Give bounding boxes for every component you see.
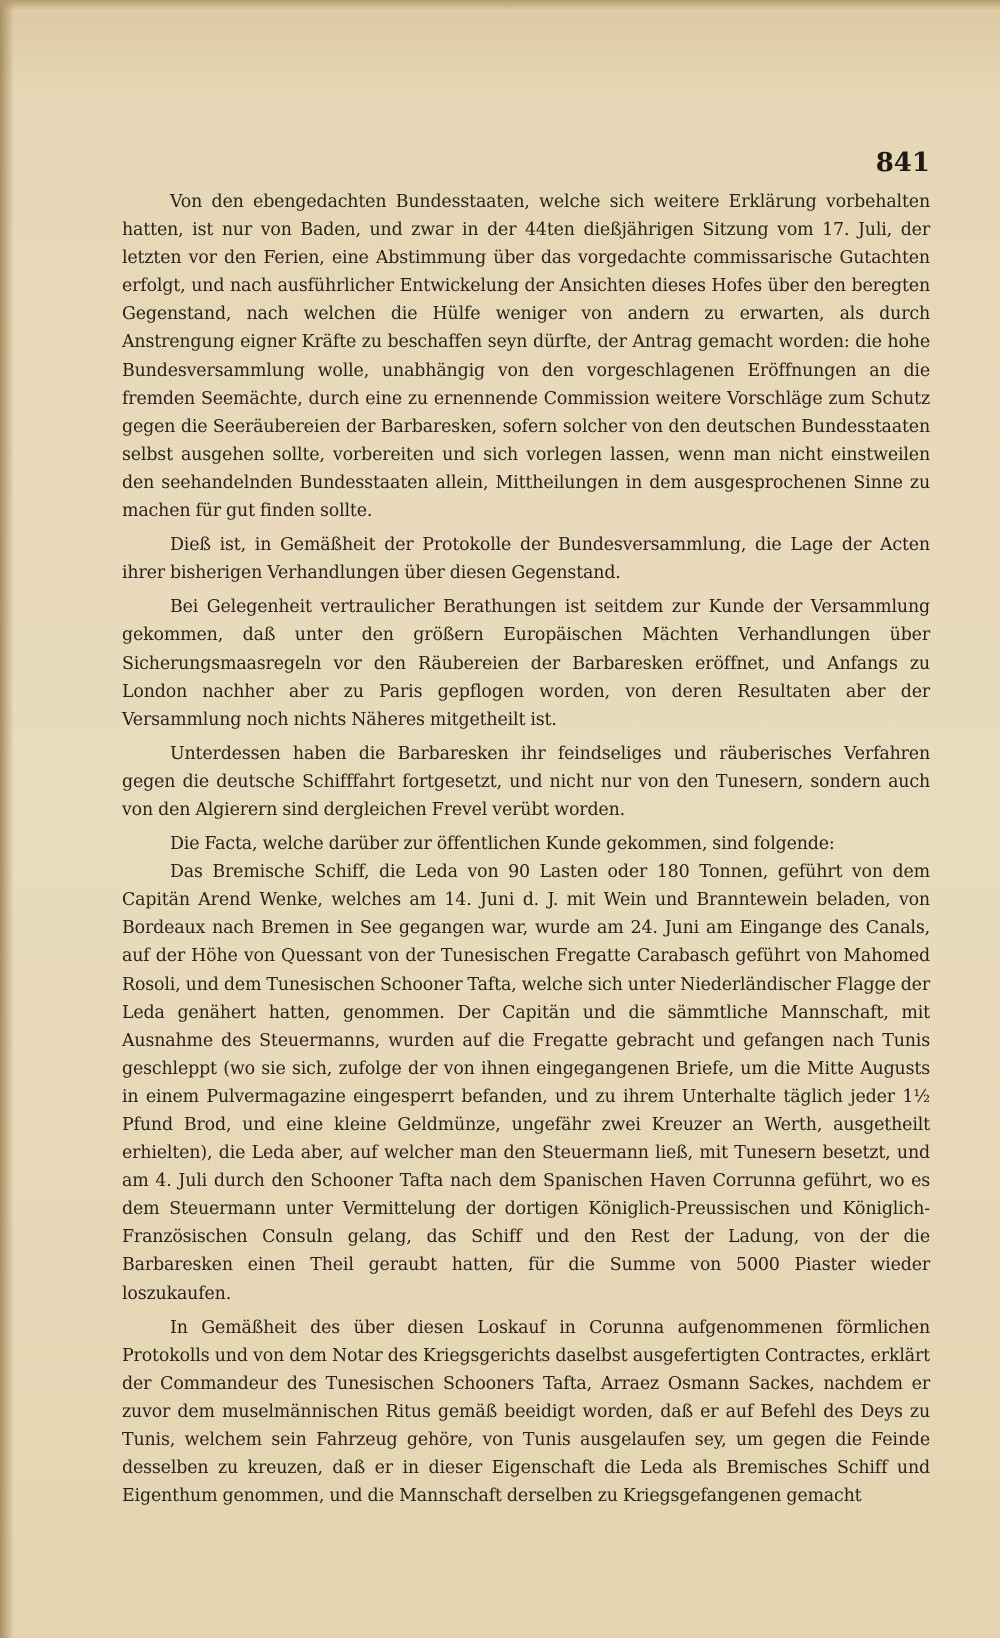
body-text <box>122 188 930 1516</box>
paragraph-3: Bei Gelegenheit vertraulicher Berathungen ist seitdem zur Kunde der Versammlung gekommen, daß unter den größern Europäischen Mächten Verhandlungen über Sicherungsmaasregeln vor den Räubereien der Barbaresken eröffnet, und Anfangs zu London nachher aber zu Paris gepflogen worden, von deren Resultaten aber der Versammlung noch nichts Näheres mitgetheilt ist. <box>122 597 930 730</box>
paragraph-6: Das Bremische Schiff, die Leda von 90 Lasten oder 180 Tonnen, geführt von dem Capitän Arend Wenke, welches am 14. Juni d. J. mit Wein und Branntewein beladen, von Bordeaux nach Bremen in See gegangen war, wurde am 24. Juni am Eingange des Canals, auf der Höhe von Quessant von der Tunesischen Fregatte Carabasch geführt von Mahomed Rosoli, und dem Tunesischen Schooner Tafta, welche sich unter Niederländischer Flagge der Leda genähert hatten, genommen. Der Capitän und die sämmtliche Mannschaft, mit Ausnahme des Steuermanns, wurden auf die Fregatte gebracht und gefangen nach Tunis geschleppt (wo sie sich, zufolge der von ihnen eingegangenen Briefe, um die Mitte Augusts in einem Pulvermagazine eingesperrt befanden, und zu ihrem Unterhalte täglich jeder 1½ Pfund Brod, und eine kleine Geldmünze, ungefähr zwei Kreuzer an Werth, ausgetheilt erhielten), die Leda aber, auf welcher man den Steuermann ließ, mit Tunesern besetzt, und am 4. Juli durch den Schooner Tafta nach dem Spanischen Haven Corrunna geführt, wo es dem Steuermann unter Vermittelung der dortigen Königlich-Preussischen und Königlich-Französischen Consuln gelang, das Schiff und den Rest der Ladung, von der die Barbaresken einen Theil geraubt hatten, für die Summe von 5000 Piaster wieder loszukaufen. <box>122 862 930 1304</box>
paragraph-1: Von den ebengedachten Bundesstaaten, welche sich weitere Erklärung vorbehalten hatten, ist nur von Baden, und zwar in der 44ten dießjährigen Sitzung vom 17. Juli, der letzten vor den Ferien, eine Abstimmung über das vorgedachte commissarische Gutachten erfolgt, und nach ausführlicher Entwickelung der Ansichten dieses Hofes über den beregten Gegenstand, nach welchen die Hülfe weniger von andern zu erwarten, als durch Anstrengung eigner Kräfte zu beschaffen seyn dürfte, der Antrag gemacht worden: die hohe Bundesversammlung wolle, unabhängig von den vorgeschlagenen Eröffnungen an die fremden Seemächte, durch eine zu ernennende Commission weitere Vorschläge zum Schutz gegen die Seeräubereien der Barbaresken, sofern solcher von den deutschen Bundesstaaten selbst ausgehen sollte, vorbereiten und sich vorlegen lassen, wenn man nicht einstweilen den seehandelnden Bundesstaaten allein, Mittheilungen in dem ausgesprochenen Sinne zu machen für gut finden sollte. <box>122 192 930 522</box>
paragraph-7: In Gemäßheit des über diesen Loskauf in Corunna aufgenommenen förmlichen Protokolls und von dem Notar des Kriegsgerichts daselbst ausgefertigten Contractes, erklärt der Commandeur des Tunesischen Schooners Tafta, Arraez Osmann Sackes, nachdem er zuvor dem muselmännischen Ritus gemäß beeidigt worden, daß er auf Befehl des Deys zu Tunis, welchem sein Fahrzeug gehöre, von Tunis ausgelaufen sey, um gegen die Feinde desselben zu kreuzen, daß er in dieser Eigenschaft die Leda als Bremisches Schiff und Eigenthum genommen, und die Mannschaft derselben zu Kriegsgefangenen gemacht <box>122 1317 930 1507</box>
paragraph-4: Unterdessen haben die Barbaresken ihr feindseliges und räuberisches Verfahren gegen die deutsche Schifffahrt fortgesetzt, und nicht nur von den Tunesern, sondern auch von den Algierern sind dergleichen Frevel verübt worden. <box>122 743 930 820</box>
page-shadow-left <box>0 0 14 1638</box>
page-shadow-top <box>0 0 1000 10</box>
paragraph-2: Dieß ist, in Gemäßheit der Protokolle der Bundesversammlung, die Lage der Acten ihrer bisherigen Verhandlungen über diesen Gegenstand. <box>122 535 930 584</box>
paragraph-5: Die Facta, welche darüber zur öffentlichen Kunde gekommen, sind folgende: <box>170 834 835 855</box>
page-number: 841 <box>875 148 930 178</box>
